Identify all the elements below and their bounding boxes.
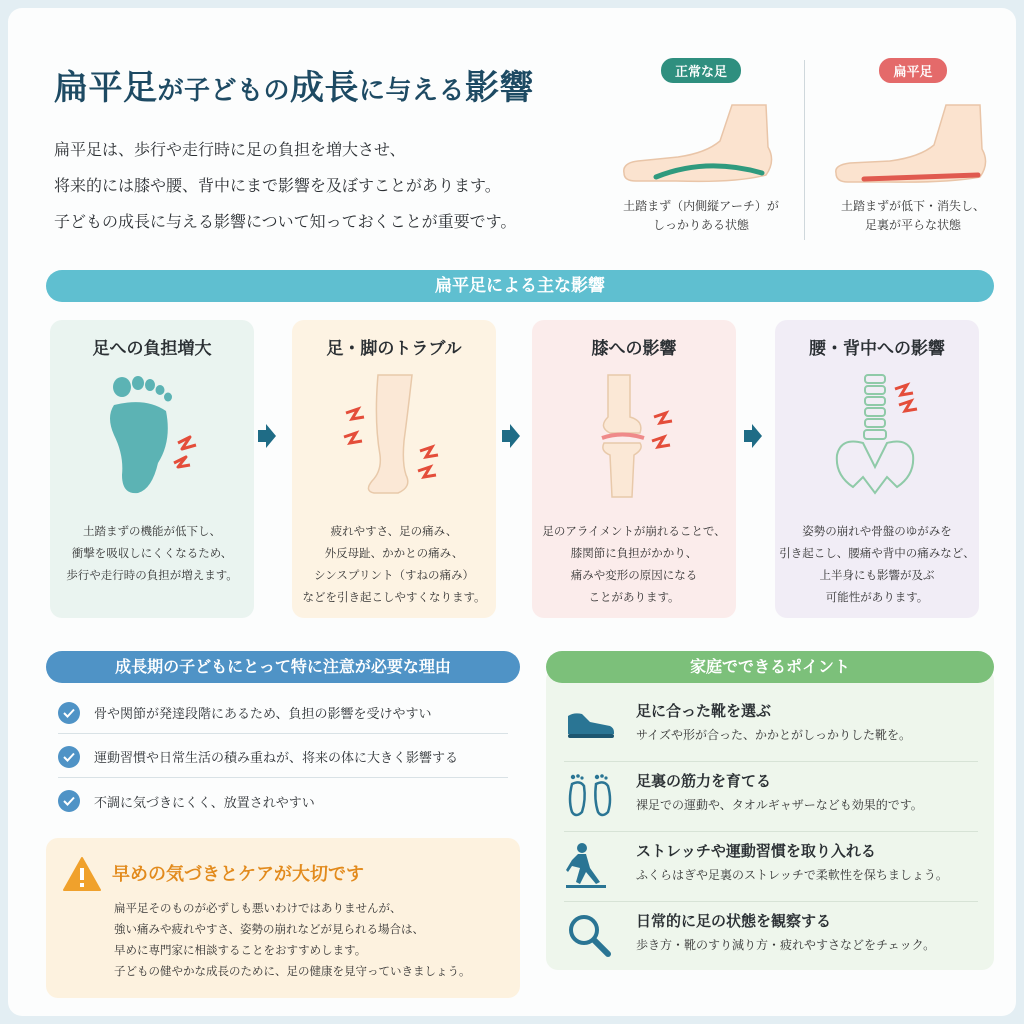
desc-line: 膝関節に負担がかかり、 [570, 546, 698, 560]
reason-text: 骨や関節が発達段階にあるため、負担の影響を受けやすい [94, 707, 432, 722]
tip-item [564, 762, 978, 832]
title-part: が子どもの [157, 76, 291, 106]
impact-card-foot-burden [50, 320, 254, 618]
reason-item [58, 692, 508, 734]
tip-description: ふくらはぎや足裏のストレッチで柔軟性を保ちましょう。 [636, 868, 948, 882]
title-part: 成長 [290, 68, 360, 108]
card-description [292, 520, 496, 608]
desc-line: シンスプリント（すねの痛み） [314, 568, 474, 582]
foot-comparison [606, 56, 1006, 256]
tip-description: 歩き方・靴のすり減り方・疲れやすさなどをチェック。 [636, 938, 936, 952]
desc-line: 足のアライメントが崩れることで、 [542, 524, 726, 538]
divider [804, 60, 805, 240]
flat-foot-illustration [828, 91, 998, 191]
card-description [775, 520, 979, 608]
flat-foot-caption [818, 197, 1008, 235]
warning-line: 子どもの健やかな成長のために、足の健康を見守っていきましょう。 [114, 964, 471, 978]
page-title [54, 60, 534, 109]
card-title: 足への負担増大 [92, 339, 212, 359]
check-icon [58, 702, 80, 724]
desc-line: ことがあります。 [588, 590, 680, 604]
warning-line: 強い痛みや疲れやすさ、姿勢の崩れなどが見られる場合は、 [114, 922, 425, 936]
knee-joint-icon [574, 371, 694, 501]
shoe-icon [564, 702, 616, 742]
reason-text: 不調に気づきにくく、放置されやすい [94, 795, 315, 811]
desc-line: 歩行や走行時の負担が増えます。 [66, 568, 238, 582]
leg-icon [334, 371, 454, 501]
warning-title: 早めの気づきとケアが大切です [112, 864, 364, 885]
check-icon [58, 790, 80, 812]
desc-line: 上半身にも影響が及ぶ [819, 568, 935, 582]
title-part: 影響 [465, 68, 535, 108]
normal-foot-illustration [616, 91, 786, 191]
normal-foot-caption [606, 197, 796, 235]
impacts-heading: 扁平足による主な影響 [46, 270, 994, 302]
caption-line: 足裏が平らな状態 [864, 218, 961, 232]
tips-heading: 家庭でできるポイント [546, 651, 994, 683]
normal-foot-label: 正常な足 [661, 58, 741, 83]
footprint-icon [92, 371, 212, 501]
desc-line: 姿勢の崩れや骨盤のゆがみを [802, 524, 952, 538]
intro-line: 将来的には膝や腰、背中にまで影響を及ぼすことがあります。 [54, 176, 501, 195]
spine-pelvis-icon [817, 371, 937, 501]
tip-description: サイズや形が合った、かかとがしっかりした靴を。 [636, 728, 912, 742]
impact-card-leg-trouble [292, 320, 496, 618]
footprints-icon [564, 772, 616, 820]
reason-text: 運動習慣や日常生活の積み重ねが、将来の体に大きく影響する [94, 751, 459, 766]
reasons-heading: 成長期の子どもにとって特に注意が必要な理由 [46, 651, 520, 683]
tip-item [564, 832, 978, 902]
tip-item [564, 902, 978, 972]
flat-foot-panel [818, 56, 1008, 256]
check-icon [58, 746, 80, 768]
magnifier-icon [564, 912, 616, 960]
desc-line: 可能性があります。 [825, 590, 929, 604]
page [8, 8, 1016, 1016]
intro-line: 子どもの成長に与える影響について知っておくことが重要です。 [54, 212, 517, 231]
desc-line: 外反母趾、かかとの痛み、 [324, 546, 464, 560]
desc-line: 土踏まずの機能が低下し、 [83, 524, 221, 538]
reason-item [58, 780, 508, 822]
intro-line: 扁平足は、歩行や走行時に足の負担を増大させ、 [54, 140, 406, 159]
caption-line: しっかりある状態 [652, 218, 749, 232]
intro-text [54, 132, 594, 240]
warning-box [46, 838, 520, 998]
caption-line: 土踏まず（内側縦アーチ）が [623, 199, 779, 213]
title-part: に与える [359, 76, 466, 106]
tip-title: ストレッチや運動習慣を取り入れる [636, 842, 876, 860]
tip-title: 足に合った靴を選ぶ [636, 702, 772, 720]
card-title: 膝への影響 [591, 339, 677, 359]
card-description [50, 520, 254, 586]
card-title: 腰・背中への影響 [809, 339, 945, 359]
arrow-right-icon [742, 422, 764, 450]
arrow-right-icon [256, 422, 278, 450]
reason-item [58, 736, 508, 778]
desc-line: 痛みや変形の原因になる [570, 568, 698, 582]
warning-icon [62, 856, 102, 892]
caption-line: 土踏まずが低下・消失し、 [840, 199, 985, 213]
normal-foot-panel [606, 56, 796, 256]
desc-line: 衝撃を吸収しにくくなるため、 [71, 546, 233, 560]
warning-body [114, 898, 471, 982]
tip-title: 足裏の筋力を育てる [636, 772, 772, 790]
tip-description: 裸足での運動や、タオルギャザーなども効果的です。 [636, 798, 923, 812]
flat-foot-label: 扁平足 [879, 58, 946, 83]
tip-title: 日常的に足の状態を観察する [636, 912, 832, 930]
desc-line: 引き起こし、腰痛や背中の痛みなど、 [779, 546, 975, 560]
desc-line: などを引き起こしやすくなります。 [302, 590, 486, 604]
warning-line: 早めに専門家に相談することをおすすめします。 [114, 943, 367, 957]
tip-item [564, 692, 978, 762]
card-title: 足・脚のトラブル [326, 339, 462, 359]
warning-line: 扁平足そのものが必ずしも悪いわけではありませんが、 [114, 901, 402, 915]
stretch-icon [564, 842, 616, 890]
impact-card-back [775, 320, 979, 618]
arrow-right-icon [500, 422, 522, 450]
desc-line: 疲れやすさ、足の痛み、 [330, 524, 458, 538]
title-part: 扁平足 [54, 68, 158, 108]
card-description [532, 520, 736, 608]
impact-card-knee [532, 320, 736, 618]
